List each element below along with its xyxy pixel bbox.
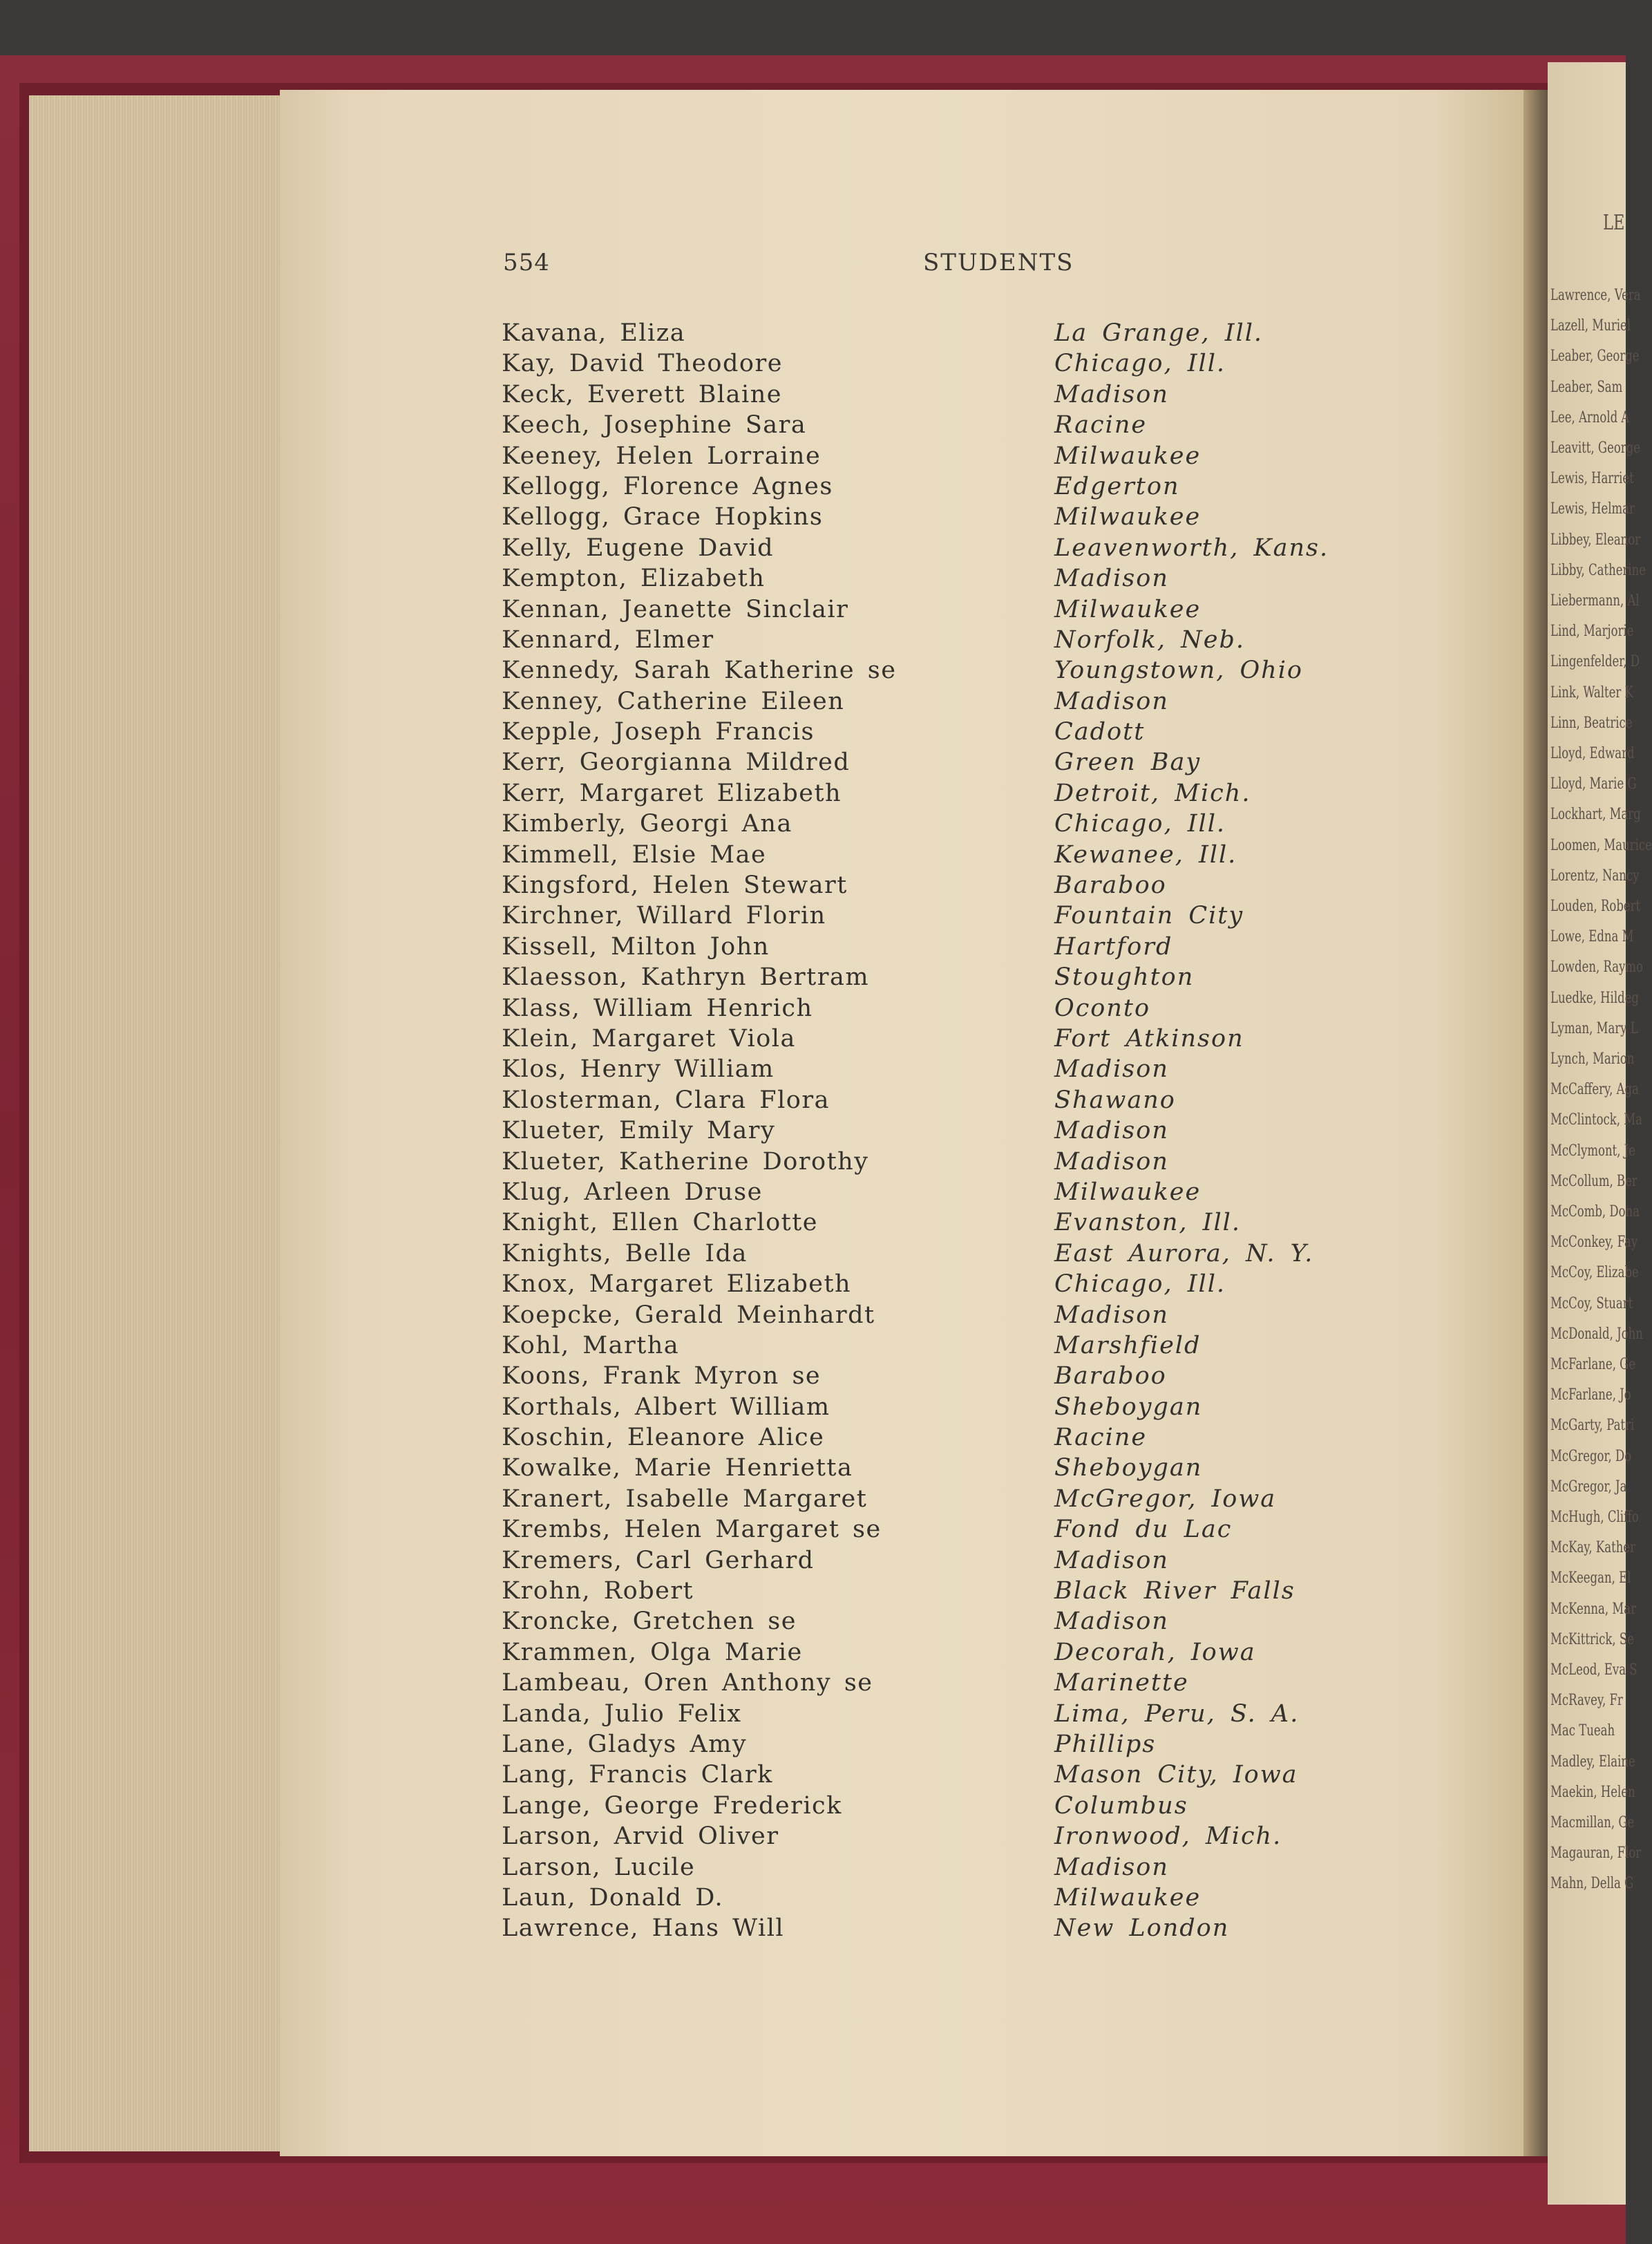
student-entry xyxy=(502,502,1365,532)
facing-page-fragment: Lloyd, Edward xyxy=(1550,745,1635,762)
facing-page-fragment: LE xyxy=(1603,211,1625,235)
facing-page-fragment: Lind, Marjorie xyxy=(1550,623,1634,641)
student-entry xyxy=(502,1791,1365,1821)
student-name: Koepcke, Gerald Meinhardt xyxy=(502,1301,875,1329)
facing-page-fragment: Lewis, Helmar xyxy=(1550,500,1635,518)
student-hometown: Madison xyxy=(1054,1607,1169,1636)
student-entry xyxy=(502,1300,1365,1330)
student-name: Lambeau, Oren Anthony se xyxy=(502,1669,873,1697)
student-entry xyxy=(502,1361,1365,1391)
facing-page-fragment: McFarlane, Jo xyxy=(1550,1386,1631,1404)
facing-page-fragment: McCollum, Ber xyxy=(1550,1172,1637,1190)
facing-page-fragment: Libby, Catherine xyxy=(1550,561,1646,579)
student-entry xyxy=(502,1883,1365,1913)
student-entry xyxy=(502,717,1365,747)
facing-page-fragment: McGregor, Ja xyxy=(1550,1478,1627,1496)
student-entry xyxy=(502,1913,1365,1943)
facing-page-fragment: Lee, Arnold A xyxy=(1550,408,1630,426)
student-name: Lang, Francis Clark xyxy=(502,1761,773,1789)
student-hometown: McGregor, Iowa xyxy=(1054,1484,1277,1513)
student-entry xyxy=(502,533,1365,563)
facing-page-fragment: Liebermann, Al xyxy=(1550,592,1640,610)
student-hometown: Green Bay xyxy=(1054,748,1202,777)
student-entry xyxy=(502,1085,1365,1115)
student-entry xyxy=(502,1147,1365,1177)
student-name: Klosterman, Clara Flora xyxy=(502,1086,830,1114)
student-entry xyxy=(502,1821,1365,1851)
student-hometown: Madison xyxy=(1054,1055,1169,1084)
student-hometown: Baraboo xyxy=(1054,1362,1167,1390)
student-hometown: Decorah, Iowa xyxy=(1054,1638,1256,1666)
facing-page-fragment: Luedke, Hildeg xyxy=(1550,989,1640,1007)
student-entry xyxy=(502,1054,1365,1084)
student-entry xyxy=(502,318,1365,348)
student-hometown: Hartford xyxy=(1054,932,1173,961)
student-hometown: Black River Falls xyxy=(1054,1577,1295,1605)
facing-page-fragment: McCaffery, Aga xyxy=(1550,1081,1639,1099)
student-name: Landa, Julio Felix xyxy=(502,1699,742,1728)
student-hometown: Madison xyxy=(1054,1301,1169,1329)
student-name: Knight, Ellen Charlotte xyxy=(502,1209,818,1237)
student-hometown: Columbus xyxy=(1054,1791,1188,1820)
student-entry xyxy=(502,1668,1365,1698)
student-entry xyxy=(502,625,1365,655)
facing-page-fragment: McHugh, Cliffo xyxy=(1550,1509,1639,1526)
student-name: Kohl, Martha xyxy=(502,1331,680,1359)
student-name: Kowalke, Marie Henrietta xyxy=(502,1454,853,1482)
page-number: 554 xyxy=(503,249,550,276)
student-name: Kremers, Carl Gerhard xyxy=(502,1546,815,1574)
student-name: Knox, Margaret Elizabeth xyxy=(502,1270,852,1299)
student-entry xyxy=(502,778,1365,809)
facing-page-fragment: Madley, Elaine xyxy=(1550,1753,1635,1771)
student-name: Klaesson, Kathryn Bertram xyxy=(502,963,870,992)
student-name: Koschin, Eleanore Alice xyxy=(502,1424,825,1452)
facing-page-fragment: Lowden, Raymo xyxy=(1550,959,1644,977)
student-name: Klueter, Katherine Dorothy xyxy=(502,1147,869,1176)
facing-page-fragment: Leaber, George xyxy=(1550,348,1640,366)
student-name: Lawrence, Hans Will xyxy=(502,1914,785,1943)
student-list xyxy=(502,318,1365,1944)
student-name: Klueter, Emily Mary xyxy=(502,1117,776,1145)
facing-page-fragment: McCoy, Elizabe xyxy=(1550,1264,1639,1282)
facing-page-fragment: Mac Tueah xyxy=(1550,1722,1615,1740)
student-entry xyxy=(502,1269,1365,1299)
page-edges xyxy=(29,95,286,2151)
student-hometown: Shawano xyxy=(1054,1086,1176,1114)
student-hometown: Marinette xyxy=(1054,1669,1189,1697)
book-gutter xyxy=(1523,90,1551,2156)
facing-page-fragment: Maekin, Helen xyxy=(1550,1783,1635,1801)
student-entry xyxy=(502,870,1365,901)
student-entry xyxy=(502,809,1365,839)
student-name: Kempton, Elizabeth xyxy=(502,565,766,593)
student-hometown: Baraboo xyxy=(1054,871,1167,900)
student-hometown: Milwaukee xyxy=(1054,595,1202,623)
facing-page-fragment: Lynch, Marion xyxy=(1550,1050,1635,1068)
student-hometown: Milwaukee xyxy=(1054,1178,1202,1206)
student-hometown: East Aurora, N. Y. xyxy=(1054,1239,1314,1267)
student-entry xyxy=(502,1392,1365,1422)
facing-page-fragment: Macmillan, Ge xyxy=(1550,1814,1635,1831)
student-name: Kissell, Milton John xyxy=(502,932,770,961)
student-entry xyxy=(502,1484,1365,1514)
facing-page-fragment: Lyman, Mary L xyxy=(1550,1019,1638,1037)
student-hometown: Sheboygan xyxy=(1054,1454,1203,1482)
page-header xyxy=(503,249,1097,283)
student-hometown: Madison xyxy=(1054,565,1169,593)
student-name: Krammen, Olga Marie xyxy=(502,1638,803,1666)
facing-page-fragment: McRavey, Fr xyxy=(1550,1692,1623,1710)
student-hometown: Leavenworth, Kans. xyxy=(1054,534,1329,562)
facing-page-fragment: Lazell, Muriel xyxy=(1550,317,1631,335)
student-entry xyxy=(502,1729,1365,1760)
student-entry xyxy=(502,1637,1365,1668)
student-hometown: Mason City, Iowa xyxy=(1054,1761,1298,1789)
student-hometown: Edgerton xyxy=(1054,472,1180,500)
facing-page-fragment: McCoy, Stuart xyxy=(1550,1294,1633,1312)
student-hometown: Madison xyxy=(1054,687,1169,715)
facing-page-fragment: Lockhart, Marg xyxy=(1550,806,1641,824)
facing-page-fragment: McFarlane, Ge xyxy=(1550,1356,1636,1373)
student-name: Kimberly, Georgi Ana xyxy=(502,810,792,838)
student-hometown: Kewanee, Ill. xyxy=(1054,840,1237,869)
student-name: Larson, Lucile xyxy=(502,1853,696,1881)
student-hometown: Sheboygan xyxy=(1054,1393,1203,1421)
student-name: Korthals, Albert William xyxy=(502,1393,830,1421)
student-name: Kennard, Elmer xyxy=(502,625,714,654)
student-name: Klos, Henry William xyxy=(502,1055,775,1084)
student-name: Kimmell, Elsie Mae xyxy=(502,840,767,869)
facing-page-fragment: Leavitt, George xyxy=(1550,440,1641,457)
facing-page-fragment: Lloyd, Marie G xyxy=(1550,775,1637,793)
student-hometown: Cadott xyxy=(1054,718,1146,746)
student-name: Kennedy, Sarah Katherine se xyxy=(502,657,897,685)
student-entry xyxy=(502,594,1365,625)
facing-page-fragment: Lingenfelder, D xyxy=(1550,653,1640,671)
facing-page-fragment: Lowe, Edna M xyxy=(1550,928,1634,946)
student-entry xyxy=(502,1115,1365,1146)
student-entry xyxy=(502,1545,1365,1576)
student-name: Klass, William Henrich xyxy=(502,994,813,1022)
student-name: Kellogg, Florence Agnes xyxy=(502,472,833,500)
student-name: Klein, Margaret Viola xyxy=(502,1024,796,1053)
student-hometown: Oconto xyxy=(1054,994,1151,1022)
student-hometown: Fountain City xyxy=(1054,902,1244,930)
student-entry xyxy=(502,655,1365,686)
student-name: Laun, Donald D. xyxy=(502,1883,724,1912)
student-hometown: Milwaukee xyxy=(1054,442,1202,470)
student-name: Kerr, Margaret Elizabeth xyxy=(502,779,842,807)
student-entry xyxy=(502,932,1365,962)
facing-page-fragment: McKay, Kather xyxy=(1550,1539,1635,1557)
student-entry xyxy=(502,1177,1365,1207)
student-name: Keck, Everett Blaine xyxy=(502,380,782,408)
student-entry xyxy=(502,1606,1365,1637)
facing-page-fragment: McGarty, Patri xyxy=(1550,1417,1635,1435)
student-hometown: New London xyxy=(1054,1914,1230,1943)
student-entry xyxy=(502,1453,1365,1483)
facing-page xyxy=(1548,62,1652,2205)
student-hometown: Phillips xyxy=(1054,1730,1157,1758)
student-hometown: Norfolk, Neb. xyxy=(1054,625,1245,654)
student-entry xyxy=(502,379,1365,410)
student-entry xyxy=(502,840,1365,870)
student-hometown: Madison xyxy=(1054,1853,1169,1881)
facing-page-fragment: Louden, Robert xyxy=(1550,898,1641,915)
facing-page-fragment: McClymont, Je xyxy=(1550,1142,1636,1160)
student-hometown: Racine xyxy=(1054,411,1148,440)
student-entry xyxy=(502,1514,1365,1545)
facing-page-fragment: McKittrick, Se xyxy=(1550,1630,1634,1648)
facing-page-fragment: McGregor, Do xyxy=(1550,1447,1632,1465)
student-hometown: Madison xyxy=(1054,1546,1169,1574)
student-entry xyxy=(502,747,1365,777)
student-name: Kay, David Theodore xyxy=(502,350,783,378)
student-name: Kirchner, Willard Florin xyxy=(502,902,826,930)
facing-page-fragment: McKenna, Mar xyxy=(1550,1600,1636,1618)
student-entry xyxy=(502,1852,1365,1883)
student-entry xyxy=(502,901,1365,931)
facing-page-fragment: Magauran, Flor xyxy=(1550,1845,1642,1863)
student-entry xyxy=(502,993,1365,1024)
student-entry xyxy=(502,1024,1365,1054)
facing-page-fragment: McClintock, Ma xyxy=(1550,1111,1642,1129)
student-entry xyxy=(502,962,1365,992)
student-hometown: Chicago, Ill. xyxy=(1054,1270,1226,1299)
student-name: Koons, Frank Myron se xyxy=(502,1362,822,1390)
facing-page-fragment: Libbey, Eleanor xyxy=(1550,531,1641,549)
student-hometown: Milwaukee xyxy=(1054,503,1202,531)
student-name: Lane, Gladys Amy xyxy=(502,1730,748,1758)
student-name: Kroncke, Gretchen se xyxy=(502,1607,797,1636)
student-hometown: La Grange, Ill. xyxy=(1054,319,1264,347)
student-entry xyxy=(502,1760,1365,1790)
facing-page-fragment: Loomen, Maurice xyxy=(1550,836,1652,854)
student-hometown: Ironwood, Mich. xyxy=(1054,1822,1282,1851)
student-entry xyxy=(502,1576,1365,1606)
student-name: Keeney, Helen Lorraine xyxy=(502,442,822,470)
student-hometown: Milwaukee xyxy=(1054,1883,1202,1912)
student-hometown: Lima, Peru, S. A. xyxy=(1054,1699,1300,1728)
student-entry xyxy=(502,686,1365,717)
student-hometown: Stoughton xyxy=(1054,963,1195,992)
facing-page-fragment: McDonald, John xyxy=(1550,1325,1643,1343)
facing-page-fragment: McLeod, Eva S xyxy=(1550,1661,1637,1679)
page-title: STUDENTS xyxy=(923,249,1074,276)
facing-page-fragment: Lorentz, Nancy xyxy=(1550,867,1640,885)
student-name: Knights, Belle Ida xyxy=(502,1239,748,1267)
student-hometown: Chicago, Ill. xyxy=(1054,810,1226,838)
student-hometown: Madison xyxy=(1054,380,1169,408)
student-hometown: Racine xyxy=(1054,1424,1148,1452)
student-name: Kennan, Jeanette Sinclair xyxy=(502,595,849,623)
student-hometown: Chicago, Ill. xyxy=(1054,350,1226,378)
student-entry xyxy=(502,1699,1365,1729)
student-hometown: Fort Atkinson xyxy=(1054,1024,1244,1053)
student-hometown: Madison xyxy=(1054,1117,1169,1145)
student-name: Lange, George Frederick xyxy=(502,1791,842,1820)
student-hometown: Madison xyxy=(1054,1147,1169,1176)
facing-page-fragment: Leaber, Sam xyxy=(1550,378,1623,396)
student-entry xyxy=(502,563,1365,594)
student-hometown: Evanston, Ill. xyxy=(1054,1209,1241,1237)
student-entry xyxy=(502,1207,1365,1238)
student-name: Kenney, Catherine Eileen xyxy=(502,687,845,715)
student-name: Keech, Josephine Sara xyxy=(502,411,807,440)
student-name: Kepple, Joseph Francis xyxy=(502,718,815,746)
student-entry xyxy=(502,348,1365,379)
student-name: Krohn, Robert xyxy=(502,1577,694,1605)
facing-page-fragment: McComb, Dona xyxy=(1550,1203,1640,1220)
facing-page-fragment: Link, Walter K xyxy=(1550,683,1633,701)
student-name: Krembs, Helen Margaret se xyxy=(502,1516,882,1544)
student-hometown: Detroit, Mich. xyxy=(1054,779,1251,807)
student-name: Kavana, Eliza xyxy=(502,319,686,347)
student-name: Kerr, Georgianna Mildred xyxy=(502,748,851,777)
student-name: Kelly, Eugene David xyxy=(502,534,775,562)
student-hometown: Fond du Lac xyxy=(1054,1516,1233,1544)
facing-page-fragment: Lewis, Harriet xyxy=(1550,470,1634,488)
facing-page-fragment: Linn, Beatrice xyxy=(1550,714,1633,732)
student-name: Klug, Arleen Druse xyxy=(502,1178,763,1206)
student-entry xyxy=(502,1238,1365,1269)
student-hometown: Marshfield xyxy=(1054,1331,1202,1359)
student-entry xyxy=(502,441,1365,471)
student-name: Kellogg, Grace Hopkins xyxy=(502,503,824,531)
student-name: Larson, Arvid Oliver xyxy=(502,1822,779,1851)
student-name: Kranert, Isabelle Margaret xyxy=(502,1484,868,1513)
facing-page-fragment: Mahn, Della G xyxy=(1550,1875,1634,1893)
student-entry xyxy=(502,1422,1365,1453)
facing-page-fragment: McConkey, Fay xyxy=(1550,1234,1638,1252)
student-entry xyxy=(502,471,1365,502)
facing-page-fragment: Lawrence, Vera xyxy=(1550,287,1641,304)
student-entry xyxy=(502,1330,1365,1361)
facing-page-fragment: McKeegan, El xyxy=(1550,1569,1631,1587)
student-hometown: Youngstown, Ohio xyxy=(1054,657,1303,685)
student-name: Kingsford, Helen Stewart xyxy=(502,871,848,900)
student-entry xyxy=(502,410,1365,440)
